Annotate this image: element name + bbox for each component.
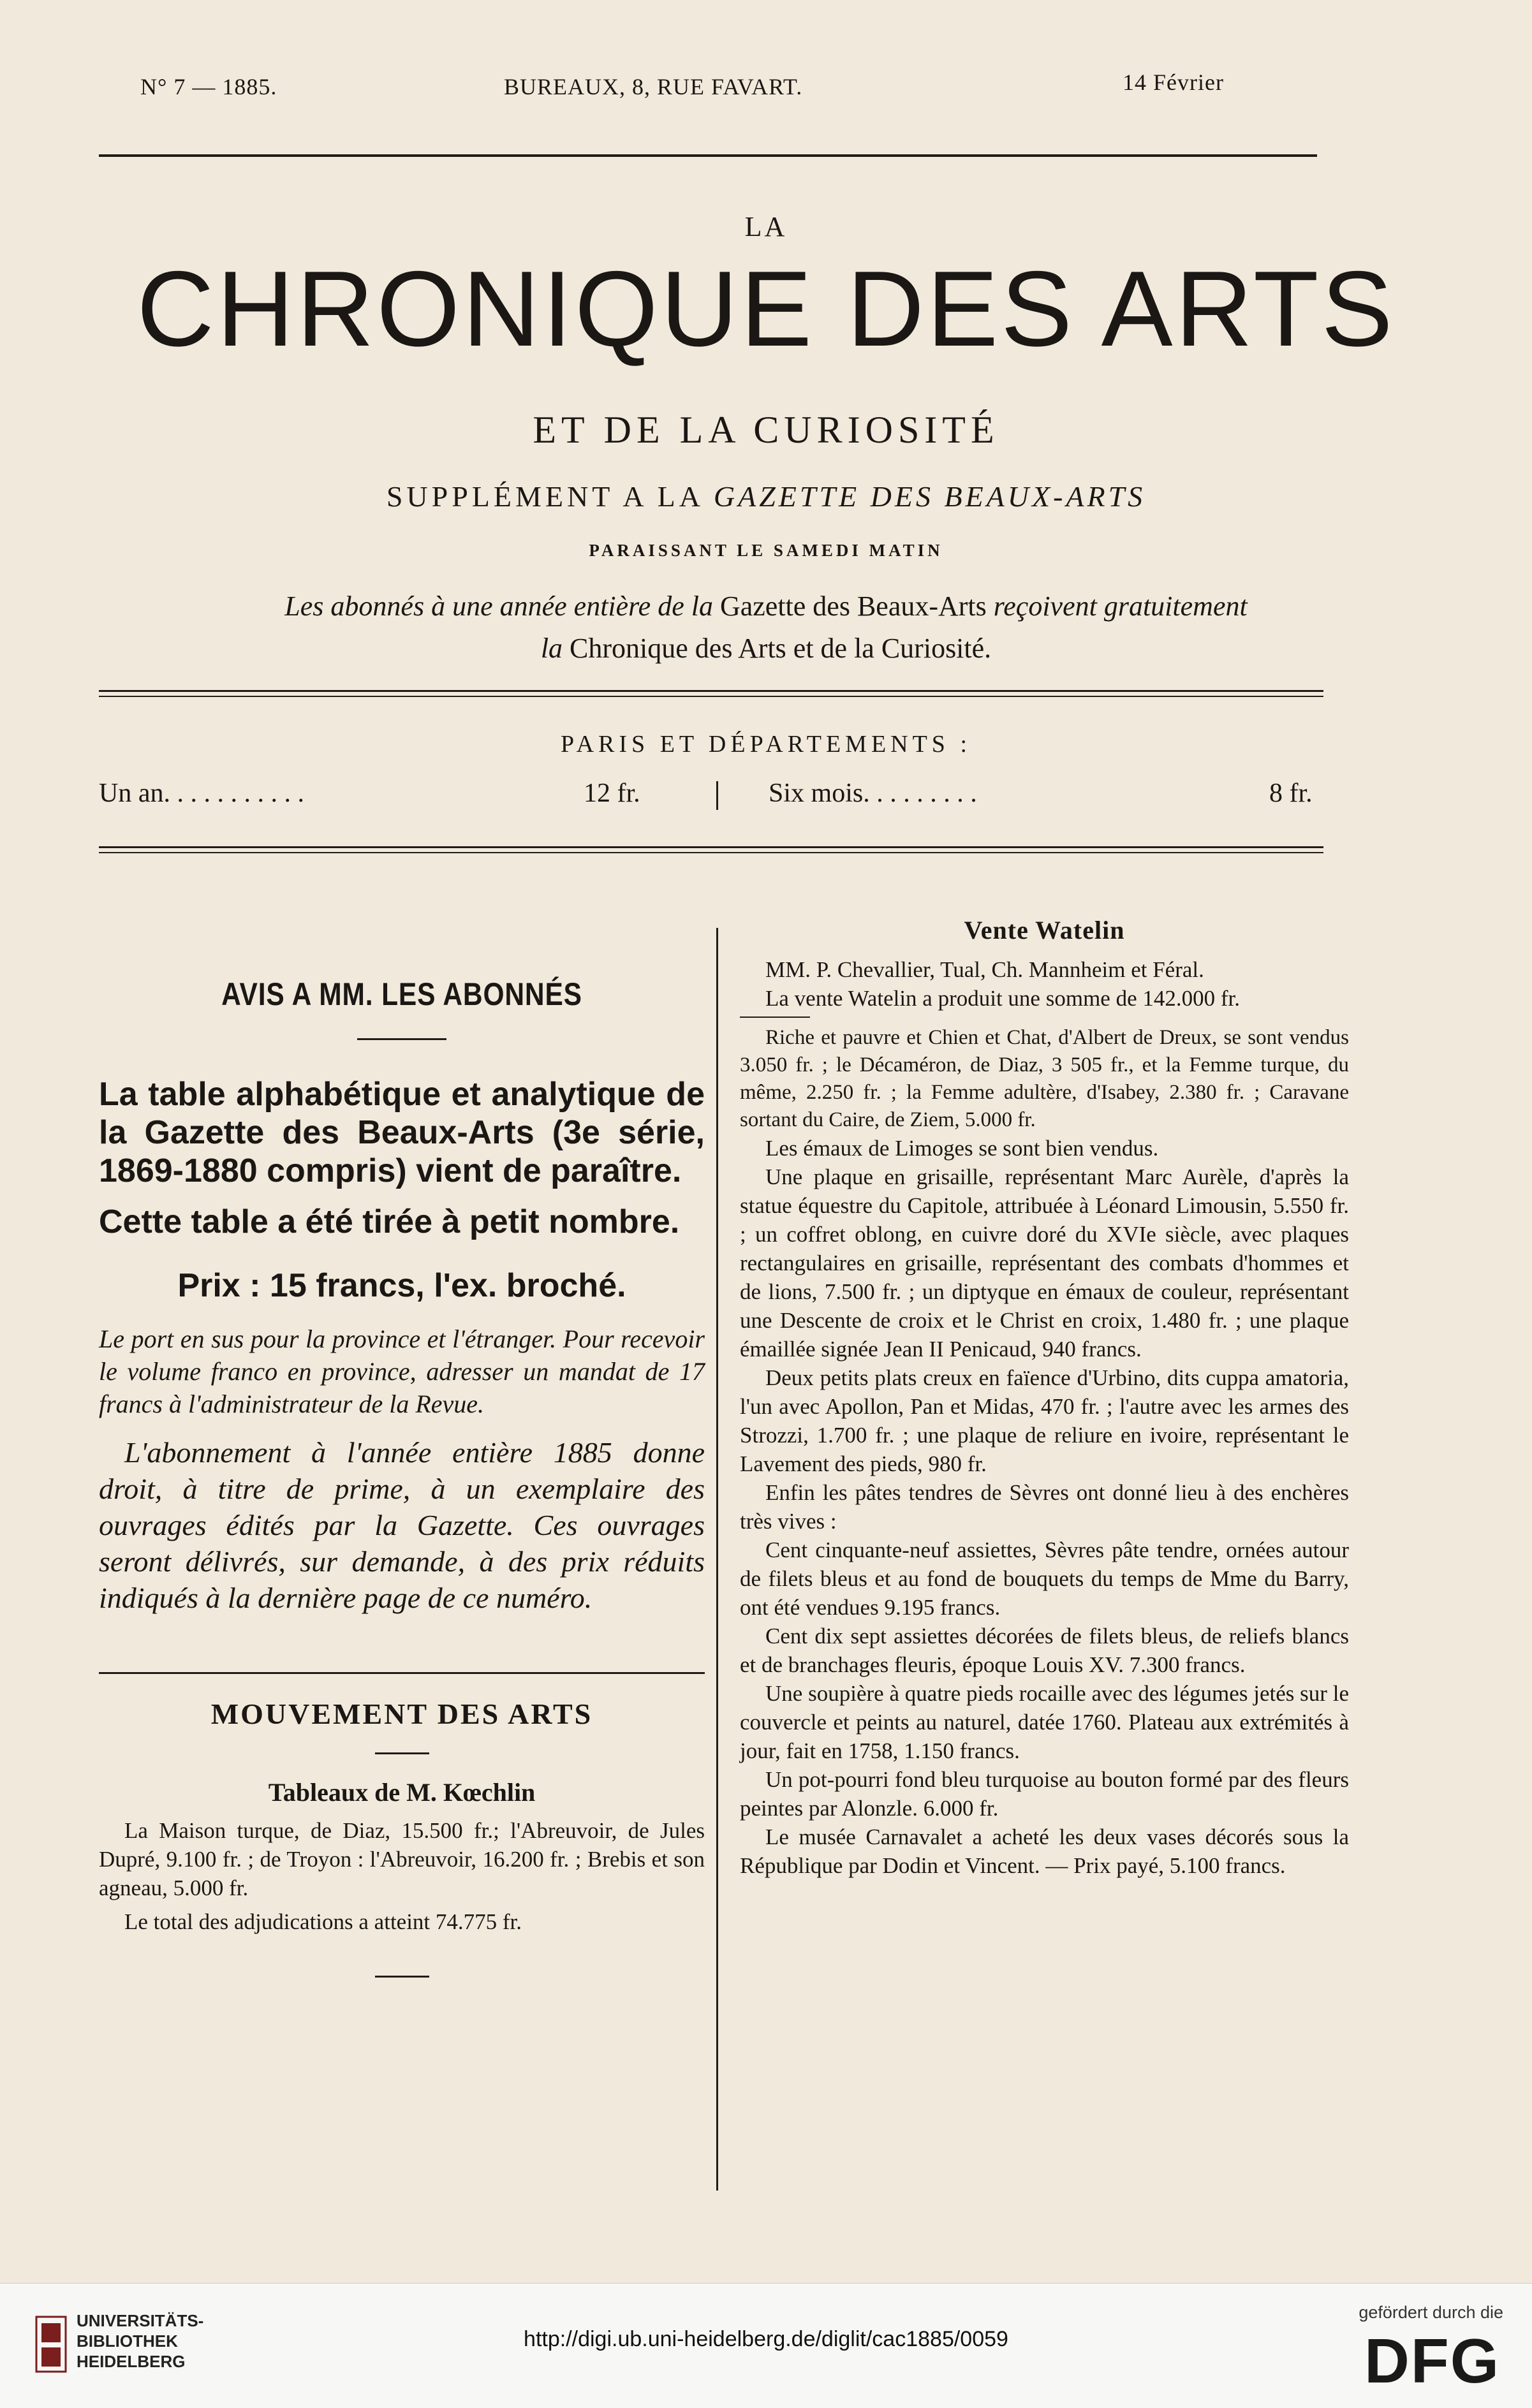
mouvement-rule <box>375 1752 429 1754</box>
library-footer <box>0 2283 1532 2408</box>
supplement-prefix: SUPPLÉMENT A LA <box>386 480 703 513</box>
subscription-heading: PARIS ET DÉPARTEMENTS : <box>560 731 972 758</box>
avis-rule <box>357 1038 446 1040</box>
section-rule <box>99 1672 705 1674</box>
vente-urbino: Deux petits plats creux en faïence d'Urbino, dits cuppa amatoria, l'un avec Apollon, Pan et Midas, 470 fr. ; l'autre avec les armes des Strozzi, 1.700 fr. ; une plaque de reliure en ivoire, représentant le Lavement des pieds, 980 fr. <box>740 1365 1349 1476</box>
tirage-note: Cette table a été tirée à petit nombre. <box>99 1203 680 1240</box>
library-line-1: UNIVERSITÄTS- <box>77 2311 204 2330</box>
office-address: BUREAUX, 8, RUE FAVART. <box>504 74 803 99</box>
vente-carnavalet: Le musée Carnavalet a acheté les deux vases décorés sous la République par Dodin et Vincent. — Prix payé, 5.100 francs. <box>740 1824 1349 1878</box>
notice-roman-2: Chronique des Arts et de la Curiosité. <box>570 633 992 664</box>
vente-assiettes-2: Cent dix sept assiettes décorées de filets bleus, de reliefs blancs et de branchages fleuris, époque Louis XV. 7.300 francs. <box>740 1624 1349 1677</box>
library-line-3: HEIDELBERG <box>77 2352 186 2371</box>
vente-experts: MM. P. Chevallier, Tual, Ch. Mannheim et Féral. <box>765 957 1204 982</box>
price-rule-2 <box>99 852 1323 853</box>
masthead-title: CHRONIQUE DES ARTS <box>136 249 1396 369</box>
mouvement-title: MOUVEMENT DES ARTS <box>210 1698 593 1730</box>
vente-rule <box>740 1017 810 1018</box>
vente-total: La vente Watelin a produit une somme de 142.000 fr. <box>765 986 1240 1011</box>
notice-italic-1: Les abonnés à une année entière de la <box>284 591 713 622</box>
header-rule <box>99 154 1317 157</box>
supplement-journal: GAZETTE DES BEAUX-ARTS <box>713 480 1146 513</box>
library-line-2: BIBLIOTHEK <box>77 2331 178 2351</box>
vente-assiettes-1: Cent cinquante-neuf assiettes, Sèvres pâte tendre, ornées autour de filets bleus et au fond de bouquets du temps de Mme du Barry, ont été vendues 9.195 francs. <box>740 1538 1349 1620</box>
notice-italic-2: reçoivent gratuitement <box>993 591 1248 622</box>
notice-roman-1: Gazette des Beaux-Arts <box>719 591 987 622</box>
masthead-supplement <box>0 480 1532 513</box>
vente-pot-pourri: Un pot-pourri fond bleu turquoise au bouton formé par des fleurs peintes par Alonzle. 6.000 fr. <box>740 1767 1349 1821</box>
vente-plaque: Une plaque en grisaille, représentant Marc Aurèle, d'après la statue équestre du Capitole, attribuée à Léonard Limousin, 5.550 fr. ; un coffret oblong, en cuivre doré du XVIe siècle, avec plaques rectangulaires en grisaille, représentant des combats d'hommes et de lions, 7.500 fr. ; un diptyque en émaux de couleur, représentant une Descente de croix et le Christ en croix, 1.480 fr. ; une plaque émaillée signée Jean II Penicaud, 940 francs. <box>740 1164 1349 1362</box>
notice-italic-3: la <box>540 633 563 664</box>
dfg-logo: DFG <box>1364 2326 1500 2396</box>
right-column <box>740 915 1349 1880</box>
vente-soupiere: Une soupière à quatre pieds rocaille avec des légumes jetés sur le couvercle et peints au naturel, datée 1760. Plateau aux extrémités à jour, fait en 1758, 1.150 francs. <box>740 1681 1349 1763</box>
koechlin-text: La Maison turque, de Diaz, 15.500 fr.; l'Abreuvoir, de Jules Dupré, 9.100 fr. ; de Troyon : l'Abreuvoir, 16.200 fr. ; Brebis et son agneau, 5.000 fr. <box>99 1818 705 1900</box>
price-six-label: Six mois. . . . . . . . . <box>769 779 977 808</box>
vente-sevres: Enfin les pâtes tendres de Sèvres ont donné lieu à des enchères très vives : <box>740 1480 1349 1534</box>
vente-title: Vente Watelin <box>964 916 1125 944</box>
postage-note: Le port en sus pour la province et l'étranger. Pour recevoir le volume franco en province, adresser un mandat de 17 francs à l'administrateur de la Revue. <box>99 1325 705 1418</box>
abonnement-note: L'abonnement à l'année entière 1885 donne droit, à titre de prime, à un exemplaire des ouvrages édités par la Gazette. Ces ouvrages seront délivrés, sur demande, à des prix réduits indiqués à la dernière page de ce numéro. <box>99 1436 705 1614</box>
table-announcement: La table alphabétique et analytique de la Gazette des Beaux-Arts (3e série, 1869-1880 compris) vient de paraître. <box>99 1076 705 1189</box>
funding-note: gefördert durch die <box>1359 2303 1503 2322</box>
price-rule-1 <box>99 846 1323 848</box>
price-year-label: Un an. . . . . . . . . . . <box>99 779 304 808</box>
permalink-url[interactable]: http://digi.ub.uni-heidelberg.de/diglit/cac1885/0059 <box>524 2327 1008 2351</box>
masthead-rule-2 <box>99 696 1323 697</box>
end-rule <box>375 1976 429 1978</box>
koechlin-total: Le total des adjudications a atteint 74.775 fr. <box>124 1909 522 1934</box>
subscriber-notice <box>0 585 1532 670</box>
price-divider <box>716 781 718 810</box>
price-note: Prix : 15 francs, l'ex. broché. <box>177 1267 626 1304</box>
vente-paintings: Riche et pauvre et Chien et Chat, d'Albert de Dreux, se sont vendus 3.050 fr. ; le Décaméron, de Diaz, 3 505 fr., et la Femme turque, du même, 2.250 fr. ; la Femme adultère, d'Isabey, 2.380 fr. ; Caravane sortant du Caire, de Ziem, 5.000 fr. <box>740 1026 1349 1131</box>
avis-title: AVIS A MM. LES ABONNÉS <box>221 976 582 1012</box>
masthead-rule-1 <box>99 690 1323 692</box>
price-six-value: 8 fr. <box>1269 779 1313 808</box>
masthead-subtitle: ET DE LA CURIOSITÉ <box>533 409 999 451</box>
price-year-value: 12 fr. <box>584 779 640 808</box>
column-divider <box>716 928 718 2191</box>
issue-number: N° 7 — 1885. <box>140 74 277 99</box>
issue-date: 14 Février <box>1123 70 1224 95</box>
publication-schedule: PARAISSANT LE SAMEDI MATIN <box>589 541 943 560</box>
koechlin-title: Tableaux de M. Kœchlin <box>268 1778 536 1807</box>
vente-emaux: Les émaux de Limoges se sont bien vendus. <box>765 1136 1159 1161</box>
masthead-la: LA <box>744 211 788 242</box>
left-column <box>99 918 705 1978</box>
